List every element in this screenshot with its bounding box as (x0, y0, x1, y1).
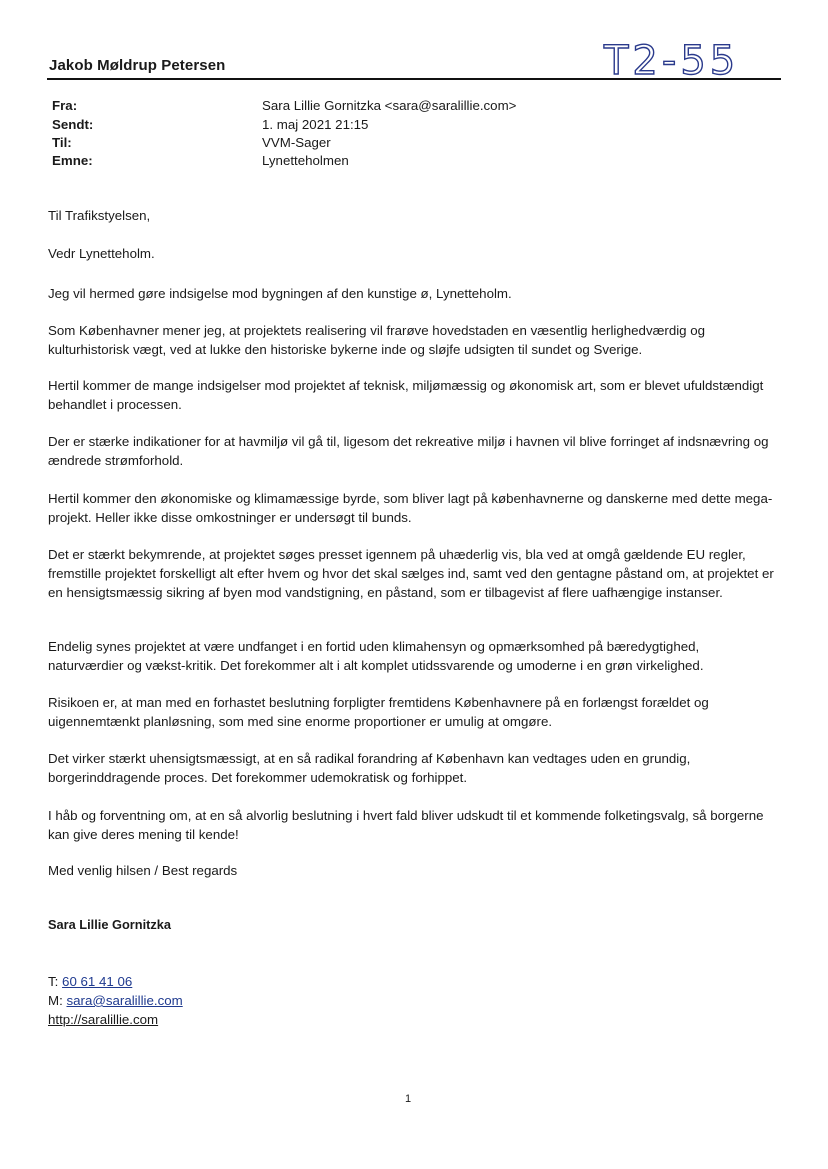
handwritten-case-number (598, 30, 758, 82)
greeting (48, 206, 778, 225)
handwritten-case-number-text: T2-55 (604, 38, 740, 82)
from-label: Fra: (52, 98, 78, 113)
from-value: Sara Lillie Gornitzka <sara@saralillie.com> (262, 98, 517, 113)
website-link[interactable]: http://saralillie.com (48, 1012, 159, 1027)
to-label: Til: (52, 135, 72, 150)
sent-label: Sendt: (52, 117, 94, 132)
paragraph-2 (48, 321, 778, 359)
paragraph-10 (48, 806, 778, 844)
email-link[interactable]: sara@saralillie.com (66, 993, 183, 1008)
paragraph-7 (48, 637, 778, 675)
paragraph-8 (48, 693, 778, 731)
subject-label: Emne: (52, 153, 93, 168)
subject-value: Lynetteholmen (262, 153, 349, 168)
paragraph-text: Der er stærke indikationer for at havmiljø vil gå til, ligesom det rekreative miljø i havnen vil blive forringet af indsnævring og ændrede strømforhold. (48, 434, 769, 468)
paragraph-3 (48, 376, 778, 414)
paragraph-text: Hertil kommer de mange indsigelser mod projektet af teknisk, miljømæssig og økonomisk art, som er blevet ufuldstændigt behandlet i processen. (48, 378, 764, 412)
greeting-text: Til Trafikstyelsen, (48, 208, 151, 223)
page-number: 1 (405, 1093, 412, 1105)
paragraph-text: Det er stærkt bekymrende, at projektet søges presset igennem på uhæderlig vis, bla ved at omgå gældende EU regler, fremstille projektet forskelligt alt efter hvem og hvor det skal sælges ind, samt ved den gentagne påstand om, at projektet er en hensigtsmæssig sikring af byen mod vandstigning, en påstand, som er tilbagevist af flere uafhængige instanser. (48, 547, 774, 600)
phone-link[interactable]: 60 61 41 06 (62, 974, 133, 989)
closing (48, 861, 778, 880)
paragraph-text: Det virker stærkt uhensigtsmæssigt, at en så radikal forandring af København kan vedtages uden en grundig, borgerinddragende proces. Det forekommer udemokratisk og forhippet. (48, 751, 691, 785)
mail-label: M: (48, 993, 63, 1008)
paragraph-6 (48, 545, 778, 602)
regarding-line (48, 244, 778, 263)
mail-line (48, 991, 183, 1010)
paragraph-4 (48, 432, 778, 470)
paragraph-9 (48, 749, 778, 787)
mailbox-owner-name: Jakob Møldrup Petersen (49, 57, 226, 74)
regarding-text: Vedr Lynetteholm. (48, 246, 155, 261)
paragraph-1 (48, 284, 778, 303)
paragraph-text: I håb og forventning om, at en så alvorlig beslutning i hvert fald bliver udskudt til et kommende folketingsvalg, så borgerne kan give deres mening til kende! (48, 808, 764, 842)
closing-text: Med venlig hilsen / Best regards (48, 863, 238, 878)
to-value: VVM-Sager (262, 135, 331, 150)
paragraph-text: Jeg vil hermed gøre indsigelse mod bygningen af den kunstige ø, Lynetteholm. (48, 286, 512, 301)
paragraph-text: Endelig synes projektet at være undfanget i en fortid uden klimahensyn og opmærksomhed på bæredygtighed, naturværdier og vækst-kritik. Det forekommer alt i alt komplet utidssvarende og umoderne i en grøn virkelighed. (48, 639, 704, 673)
paragraph-text: Som Københavner mener jeg, at projektets realisering vil frarøve hovedstaden en væsentlig herlighedværdig og kulturhistorisk vægt, ved at lukke den historiske bykerne inde og sløjfe udsigten til sundet og Sverige. (48, 323, 706, 357)
phone-label: T: (48, 974, 59, 989)
paragraph-text: Risikoen er, at man med en forhastet beslutning forpligter fremtidens Københavnere på en forlængst forældet og uigennemtænkt planløsning, som med sine enorme proportioner er umulig at omgøre. (48, 695, 709, 729)
website-line (48, 1010, 158, 1029)
signature-name: Sara Lillie Gornitzka (48, 917, 172, 932)
paragraph-5 (48, 489, 778, 527)
sent-value: 1. maj 2021 21:15 (262, 117, 369, 132)
phone-line (48, 972, 132, 991)
paragraph-text: Hertil kommer den økonomiske og klimamæssige byrde, som bliver lagt på københavnerne og danskerne med dette mega-projekt. Heller ikke disse omkostninger er undersøgt til bunds. (48, 491, 773, 525)
